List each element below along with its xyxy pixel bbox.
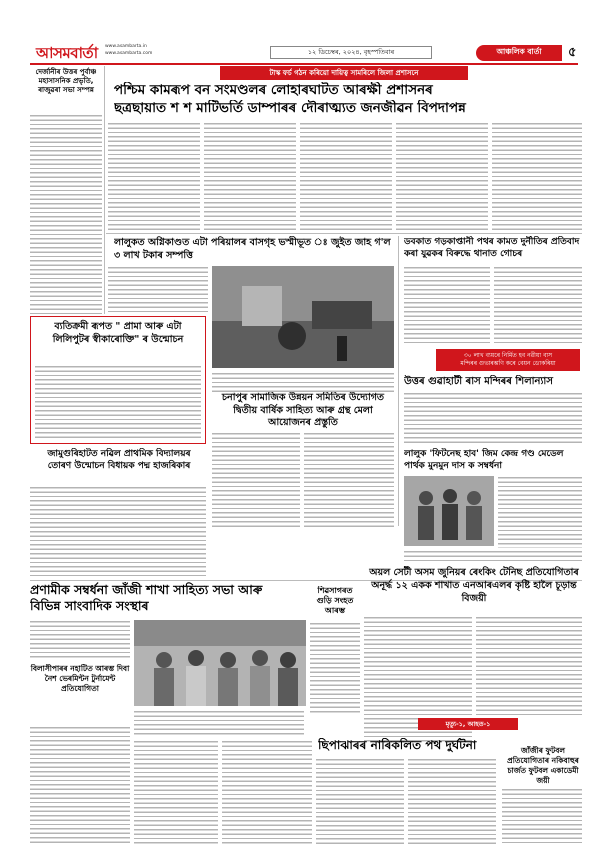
accident-story-body-b [222, 740, 312, 846]
fire-story-body-a [108, 266, 208, 312]
section-label: আঞ্চলিক বাৰ্তা [496, 47, 542, 56]
sabha-story-body [30, 620, 130, 660]
lead-body-col-1 [108, 122, 200, 230]
box-story-body [35, 365, 201, 441]
lead-headline-line1: পশ্চিম কামৰূপ বন সংমণ্ডলৰ লোহাৰঘাটত আৰক্ষী প্ৰশাসনৰ [114, 82, 433, 98]
youth-story-headline: ডবকাত গড়কাপ্তানী পথৰ কামত দুৰ্নীতিৰ প্ৰতিবাদ কৰা যুৱকৰ বিৰুদ্ধে থানাত গোচৰ [404, 237, 580, 259]
youth-story-body-b [494, 266, 582, 346]
accident-story-headline: ছিপাঝাৰৰ নাৰিকলিত পথ দুৰ্ঘটনা [318, 738, 477, 752]
lead-body-col-4 [396, 122, 488, 230]
masthead-logo: আসমবাৰ্তা [36, 44, 98, 62]
youth-story-body-a [404, 266, 490, 346]
masthead [0, 0, 610, 64]
fire-story-body-b [212, 372, 394, 392]
fire-photo [212, 266, 394, 368]
accident-story-body-d [408, 758, 496, 846]
temple-story-headline: উত্তৰ গুৱাহাটী ৰাস মন্দিৰৰ শিলান্যাস [404, 376, 553, 387]
death-banner-text: মৃত্যু-১, আহত-১ [445, 719, 491, 728]
section-tab [476, 45, 562, 61]
fire-photo-image [212, 266, 394, 368]
shivratri-story-body [310, 622, 360, 714]
date-line-box [270, 46, 432, 59]
football-story-body [502, 788, 582, 846]
page-number: ৫ [568, 45, 577, 60]
lead-body-col-5 [492, 122, 582, 230]
masthead-rule [30, 63, 578, 65]
shivratri-story-headline: শিৱসাগৰত গুড়ি সংহত আৰম্ভ [316, 586, 354, 615]
lead-body-col-2 [204, 122, 296, 230]
badminton-story-headline: বিলাসীপাৰৰ নহাটিত আৰম্ভ দিবা নৈশ ভেৰমিন্টন টুৰ্নামেন্ট প্ৰতিযোগিতা [30, 664, 130, 693]
sabha-story-headline: প্ৰণামীক সম্বৰ্ধনা জাঁজী শাখা সাহিত্য সভা আৰু বিভিন্ন সাংবাদিক সংস্থাৰ [30, 582, 263, 613]
society-story-headline: চনাপুৰ সামাজিক উন্নয়ন সমিতিৰ উদ্যোগত দ্বিতীয় বাৰ্ষিক সাহিত্য আৰু গ্ৰন্থ মেলা আয়োজনৰ প্ৰস্তুতি [221, 392, 385, 428]
society-story-body-a [212, 432, 300, 528]
banner-top [220, 66, 468, 80]
lalung-story-body [498, 476, 582, 548]
temple-story-body [404, 392, 582, 446]
school-story-body [30, 486, 206, 576]
lead-body-col-3 [300, 122, 392, 230]
left-column-divider [104, 66, 105, 314]
tennis-story-body-b [476, 616, 582, 716]
tennis-story-headline: অয়ল সেটী অসম জুনিয়ৰ ৰেংকিং টেনিছ প্ৰতিযোগিতাৰ অনূৰ্দ্ধ ১২ একক শাখাত এনআৰএলৰ কৃষ্টি হালৈ চূড়ান্ত বিজয়ী [369, 567, 579, 604]
lead-headline-line2: ছত্ৰছায়াত শ শ মাটিভৰ্তি ডাম্পাৰৰ দৌৰাত্ম্যত জনজীৱন বিপদাপন্ন [114, 100, 466, 116]
gym-photo [404, 476, 494, 546]
society-story-body-b [304, 432, 394, 528]
football-story-headline: জাঁজীৰ ফুটবল প্ৰতিযোগিতাৰ নকিবাহুৰ চাৰ্জত ফুটবল একাডেমী জয়ী [507, 746, 579, 785]
banner-top-text: টাস্ক ফৰ্চ গঠন কৰিয়ো দায়িত্ব সামৰিলে জিলা প্ৰশাসনে [269, 69, 419, 77]
masthead-website: www.asambarta.in [105, 44, 147, 49]
lead-bottom-rule [106, 233, 582, 234]
small-banner-line1: ৩০ লাখ ব্যয়ৰে নিৰ্মিত হব নৱীয়া বাস [463, 352, 553, 359]
gym-photo-image [404, 476, 494, 546]
masthead-email: www.asambarta.com [105, 51, 153, 56]
badminton-story-body [30, 726, 130, 846]
left-column [30, 66, 102, 316]
accident-story-body-c [316, 758, 404, 846]
sabha-photo-image [134, 620, 306, 706]
fire-divider [398, 236, 399, 526]
death-banner [418, 718, 518, 730]
small-banner-line2: মন্দিৰৰ গুভাৰম্ভণি কৰে বেয়ন ডোকৰিয়া [460, 360, 556, 367]
left-story-body [30, 114, 102, 314]
sabha-story-body-b [134, 710, 304, 736]
school-story-headline: জামুগুৰিহাটত নৱিল প্ৰাথমিক বিদ্যালয়ৰ তোৰণ উন্মোচন বিধায়ক পদ্ম হাজৰিকাৰ [47, 449, 191, 471]
lalung-story-body-b [404, 550, 582, 564]
date-line: ১২ ডিচেম্বৰ, ২০২৪, বৃহস্পতিবাৰ [307, 48, 395, 56]
left-story-headline: দেৰ্জানীৰ উত্তৰ পুৰ্বাঞ্চ মহাসাসনিক প্ৰভৃতি, ৰাজুৱৰা সভা সম্পন্ন [35, 68, 97, 94]
fire-story-headline: লালুকত অগ্নিকাণ্ডত এটা পৰিয়ালৰ বাসগৃহ ভস্মীভূত ঃ জুইত জাহ গ'ল ৩ লাখ টকাৰ সম্পত্তি [114, 237, 391, 261]
sabha-photo [134, 620, 306, 706]
lalung-story-headline: লালুক 'ফিটনেছ হাব' জিম কেন্দ্ৰ গণ্ড মেডেল পাৰ্থক মুনমুন দাস ক সম্বৰ্ধনা [404, 449, 564, 471]
accident-story-body-a [134, 740, 218, 846]
small-banner [436, 349, 580, 371]
box-story [30, 316, 206, 444]
box-story-headline: ব্যতিক্ৰমী ৰূপত " প্ৰামা আৰু এটা লিলিপুটৰ স্বীকাৰোক্তি" ৰ উন্মোচন [52, 321, 184, 345]
